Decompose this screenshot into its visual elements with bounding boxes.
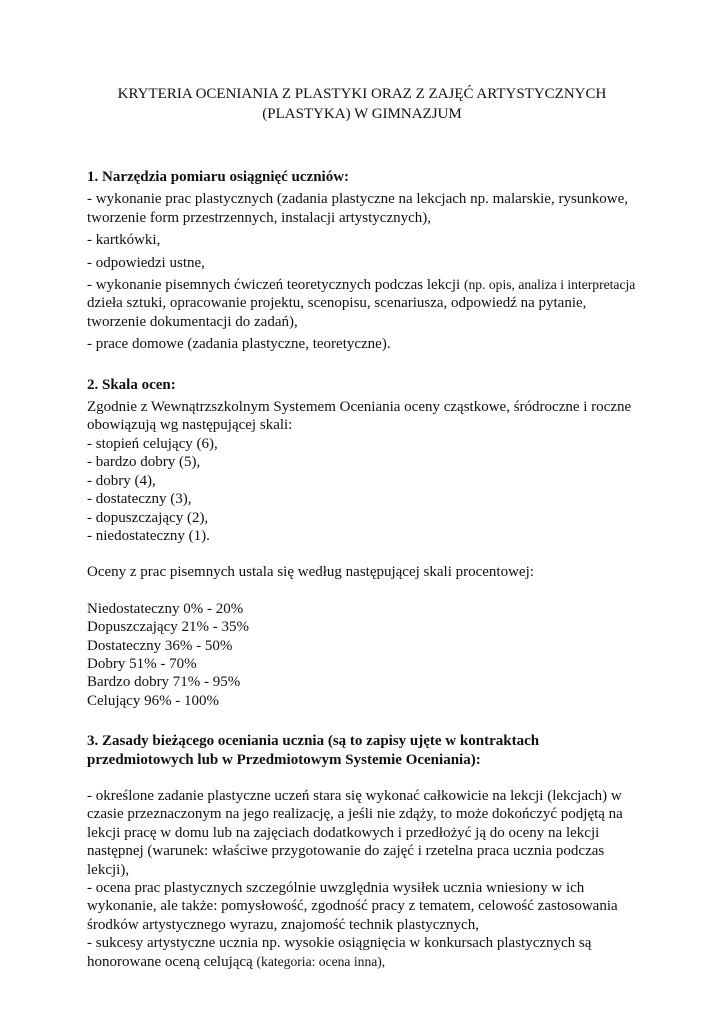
percent-scale-list bbox=[87, 600, 647, 710]
section-1-item-cwiczenia-text-a: - wykonanie pisemnych ćwiczeń teoretycznych podczas lekcji bbox=[87, 277, 464, 294]
section-1-item-cwiczenia-text-c: dzieła sztuki, opracowanie projektu, scenopisu, scenariusza, odpowiedź na pytanie, tworzenie dokumentacji do zadań), bbox=[87, 295, 587, 330]
percent-scale-item: Celujący 96% - 100% bbox=[87, 692, 220, 709]
section-3-rule-sukcesy-text-b: (kategoria: ocena inna), bbox=[256, 953, 386, 969]
grade-scale-item: - niedostateczny (1). bbox=[87, 527, 210, 544]
section-1-item-odpowiedzi: - odpowiedzi ustne, bbox=[87, 254, 205, 271]
grade-scale-item: - dobry (4), bbox=[87, 472, 156, 489]
section-3-rule-sukcesy bbox=[87, 934, 647, 971]
document-body bbox=[87, 168, 647, 971]
percent-scale-item: Dobry 51% - 70% bbox=[87, 655, 197, 672]
section-1-item-prace-domowe: - prace domowe (zadania plastyczne, teoretyczne). bbox=[87, 336, 391, 353]
title-line-2: (PLASTYKA) W GIMNAZJUM bbox=[262, 106, 462, 122]
percent-scale-item: Dopuszczający 21% - 35% bbox=[87, 619, 250, 636]
percent-scale-intro: Oceny z prac pisemnych ustala się według następującej skali procentowej: bbox=[87, 564, 534, 581]
section-3-rule-wykonanie: - określone zadanie plastyczne uczeń stara się wykonać całkowicie na lekcji (lekcjach) w czasie przeznaczonym na jego realizację, a jeśli nie zdąży, to może dokończyć podjętą na lekcji pracę w domu lub na zajęciach dodatkowych i przedłożyć ją do oceny na lekcji następnej (warunek: właściwe przygotowanie do zajęć i rzetelna praca ucznia podczas lekcji), bbox=[87, 787, 623, 878]
section-1-heading: 1. Narzędzia pomiaru osiągnięć uczniów: bbox=[87, 169, 350, 185]
section-1-item-cwiczenia bbox=[87, 276, 647, 331]
grade-scale-item: - stopień celujący (6), bbox=[87, 435, 218, 452]
document-title bbox=[60, 84, 664, 124]
section-3-rule-sukcesy-text-a: - sukcesy artystyczne ucznia np. wysokie osiągnięcia w konkursach plastycznych są honorowane oceną celującą bbox=[87, 935, 592, 970]
percent-scale-item: Bardzo dobry 71% - 95% bbox=[87, 674, 241, 691]
section-1-item-cwiczenia-text-b: (np. opis, analiza i interpretacja bbox=[463, 277, 636, 293]
grade-scale-item: - dostateczny (3), bbox=[87, 491, 192, 508]
section-3-heading: 3. Zasady bieżącego oceniania ucznia (są to zapisy ujęte w kontraktach przedmiotowych lub w Przedmiotowym Systemie Oceniania): bbox=[87, 733, 540, 768]
section-1-item-kartkowki: - kartkówki, bbox=[87, 232, 161, 249]
grade-scale-item: - bardzo dobry (5), bbox=[87, 454, 201, 471]
section-2-heading: 2. Skala ocen: bbox=[87, 376, 176, 393]
section-3-rule-ocena: - ocena prac plastycznych szczególnie uwzględnia wysiłek ucznia wniesiony w ich wykonanie, ale także: pomysłowość, zgodność pracy z tematem, celowość zastosowania środków artystycznego wyrazu, znajomość technik plastycznych, bbox=[87, 880, 618, 933]
section-1-item-prace-plastyczne: - wykonanie prac plastycznych (zadania plastyczne na lekcjach np. malarskie, rysunkowe, tworzenie form przestrzennych, instalacji artystycznych), bbox=[87, 191, 629, 226]
title-line-1: KRYTERIA OCENIANIA Z PLASTYKI ORAZ Z ZAJĘĆ ARTYSTYCZNYCH bbox=[117, 86, 607, 102]
grade-scale-item: - dopuszczający (2), bbox=[87, 509, 209, 526]
percent-scale-item: Niedostateczny 0% - 20% bbox=[87, 600, 244, 617]
section-2-intro: Zgodnie z Wewnątrzszkolnym Systemem Oceniania oceny cząstkowe, śródroczne i roczne obowiązują wg następującej skali: bbox=[87, 399, 632, 434]
grade-scale-list bbox=[87, 435, 647, 545]
percent-scale-item: Dostateczny 36% - 50% bbox=[87, 637, 233, 654]
